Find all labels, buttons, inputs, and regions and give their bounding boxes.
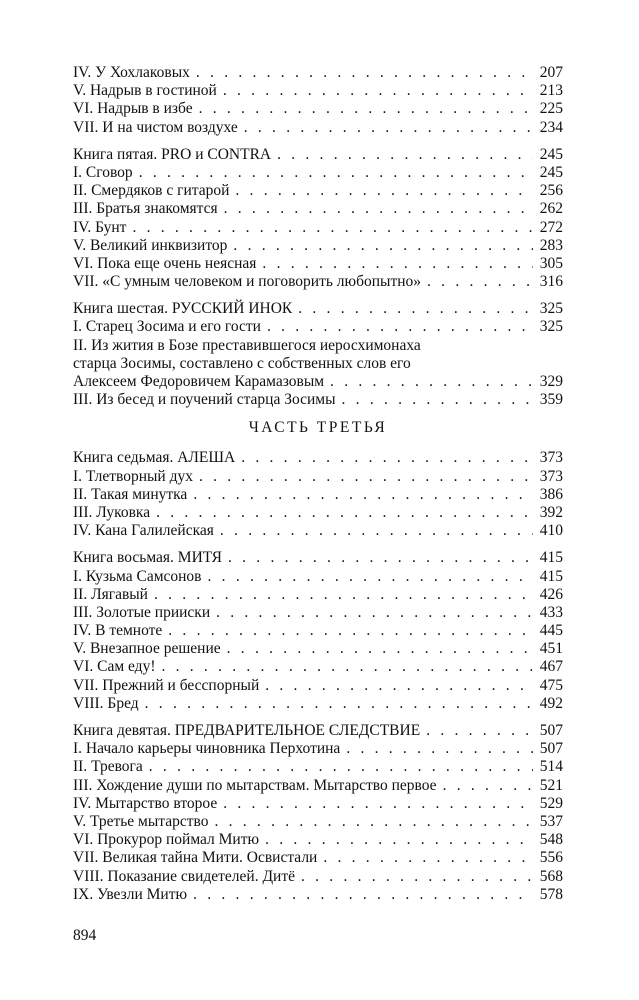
entry-page-number: 272 (539, 218, 563, 236)
entry-title: VII. Великая тайна Мити. Освистали (73, 849, 318, 867)
entry-page-number: 578 (539, 885, 563, 903)
toc-chapter-entry (73, 237, 563, 255)
dot-leader (426, 722, 533, 740)
entry-title: VII. Прежний и бесспорный (73, 676, 260, 694)
entry-page-number: 262 (539, 200, 563, 218)
entry-title: I. Сговор (73, 163, 133, 181)
toc-chapter-entry (73, 82, 563, 100)
dot-leader (208, 568, 533, 586)
toc-chapter-entry (73, 318, 563, 336)
entry-title: V. Внезапное решение (73, 640, 221, 658)
toc-chapter-entry (73, 568, 563, 586)
entry-title: III. Из бесед и поучений старца Зосимы (73, 391, 336, 409)
dot-leader (154, 586, 533, 604)
entry-title: IV. В темноте (73, 622, 163, 640)
entry-title: IV. Кана Галилейская (73, 522, 214, 540)
dot-leader (196, 64, 533, 82)
entry-title: I. Тлетворный дух (73, 467, 193, 485)
toc-chapter-entry (73, 813, 563, 831)
entry-page-number: 507 (539, 740, 563, 758)
dot-leader (267, 318, 533, 336)
dot-leader (323, 849, 533, 867)
toc-chapter-entry (73, 695, 563, 713)
toc-chapter-entry-line: старца Зосимы, составлено с собственных слов его (73, 354, 411, 372)
entry-title: I. Начало карьеры чиновника Перхотина (73, 740, 341, 758)
entry-page-number: 373 (539, 467, 563, 485)
toc-chapter-entry (73, 200, 563, 218)
entry-title: VI. Пока еще очень неясная (73, 254, 257, 272)
entry-page-number: 245 (539, 145, 563, 163)
toc-chapter-entry (73, 504, 563, 522)
entry-title: IV. У Хохлаковых (73, 64, 190, 81)
entry-title: Книга шестая. РУССКИЙ ИНОК (73, 300, 293, 318)
entry-page-number: 392 (539, 503, 563, 521)
dot-leader (220, 522, 533, 540)
entry-page-number: 415 (539, 549, 563, 567)
entry-title: II. Лягавый (73, 585, 148, 603)
entry-title: Книга пятая. PRO и CONTRA (73, 145, 272, 163)
dot-leader (228, 549, 533, 567)
toc-section-part-three (73, 449, 563, 904)
dot-leader (199, 100, 533, 118)
dot-leader (427, 273, 533, 291)
dot-leader (145, 695, 533, 713)
toc-chapter-entry (73, 622, 563, 640)
toc-chapter-entry (73, 164, 563, 182)
entry-title: IX. Увезли Митю (73, 885, 188, 903)
toc-section-part-two (73, 64, 563, 409)
entry-title: Алексеем Федоровичем Карамазовым (73, 373, 325, 391)
group-spacer (73, 713, 563, 722)
entry-page-number: 325 (539, 300, 563, 318)
dot-leader (265, 831, 533, 849)
entry-page-number: 415 (539, 567, 563, 585)
toc-chapter-entry (73, 586, 563, 604)
entry-title: VII. И на чистом воздухе (73, 118, 238, 136)
dot-leader (265, 677, 533, 695)
entry-title: V. Великий инквизитор (73, 236, 228, 254)
dot-leader (132, 219, 533, 237)
entry-title: VI. Сам еду! (73, 658, 156, 676)
entry-title: IV. Мытарство второе (73, 794, 218, 812)
dot-leader (342, 391, 533, 409)
dot-leader (235, 182, 533, 200)
page-number: 894 (73, 927, 97, 944)
toc-chapter-entry (73, 119, 563, 137)
toc-chapter-entry (73, 100, 563, 118)
toc-chapter-entry (73, 468, 563, 486)
entry-title: VII. «С умным человеком и поговорить любопытно» (73, 273, 422, 291)
entry-title: I. Кузьма Самсонов (73, 567, 202, 585)
toc-chapter-entry (73, 604, 563, 622)
dot-leader (227, 640, 533, 658)
entry-title: VI. Надрыв в избе (73, 100, 193, 118)
entry-page-number: 445 (539, 622, 563, 640)
entry-title: V. Третье мытарство (73, 812, 209, 830)
toc-chapter-entry (73, 391, 563, 409)
dot-leader (156, 504, 533, 522)
toc-chapter-entry (73, 758, 563, 776)
entry-page-number: 329 (539, 373, 563, 391)
toc-chapter-entry (73, 886, 563, 904)
dot-leader (443, 777, 533, 795)
entry-title: II. Такая минутка (73, 485, 188, 503)
dot-leader (301, 868, 533, 886)
group-spacer (73, 137, 563, 146)
dot-leader (262, 255, 533, 273)
group-spacer (73, 291, 563, 300)
entry-title: III. Луковка (73, 503, 151, 521)
toc-chapter-entry (73, 373, 563, 391)
entry-page-number: 537 (539, 812, 563, 830)
entry-page-number: 245 (539, 163, 563, 181)
toc-book-entry (73, 722, 563, 740)
entry-page-number: 548 (539, 831, 563, 849)
dot-leader (161, 658, 533, 676)
entry-page-number: 213 (539, 82, 563, 100)
toc-chapter-entry (73, 677, 563, 695)
toc-chapter-entry (73, 64, 563, 82)
entry-title: Книга восьмая. МИТЯ (73, 549, 222, 567)
dot-leader (199, 468, 533, 486)
dot-leader (149, 758, 533, 776)
dot-leader (244, 119, 533, 137)
dot-leader (346, 740, 533, 758)
entry-page-number: 234 (539, 118, 563, 136)
toc-chapter-entry-line: II. Из жития в Бозе преставившегося иеросхимонаха (73, 336, 421, 354)
toc-chapter-entry (73, 658, 563, 676)
toc-book-entry (73, 146, 563, 164)
entry-title: III. Братья знакомятся (73, 200, 218, 218)
toc-chapter-entry (73, 486, 563, 504)
entry-page-number: 225 (539, 100, 563, 118)
entry-title: VI. Прокурор поймал Митю (73, 831, 260, 849)
entry-title: III. Хождение души по мытарствам. Мытарство первое (73, 776, 437, 794)
entry-page-number: 386 (539, 485, 563, 503)
toc-chapter-entry (73, 777, 563, 795)
entry-page-number: 514 (539, 758, 563, 776)
toc-chapter-entry (73, 795, 563, 813)
entry-page-number: 433 (539, 603, 563, 621)
entry-page-number: 492 (539, 694, 563, 712)
toc-chapter-entry (73, 740, 563, 758)
dot-leader (139, 164, 533, 182)
toc-book-entry (73, 300, 563, 318)
entry-page-number: 451 (539, 640, 563, 658)
entry-title: Книга седьмая. АЛЕША (73, 449, 236, 467)
toc-book-entry (73, 449, 563, 467)
dot-leader (241, 449, 533, 467)
dot-leader (214, 813, 533, 831)
dot-leader (223, 82, 533, 100)
entry-title: Книга девятая. ПРЕДВАРИТЕЛЬНОЕ СЛЕДСТВИЕ (73, 722, 421, 740)
dot-leader (298, 300, 533, 318)
toc-chapter-entry (73, 831, 563, 849)
entry-page-number: 283 (539, 236, 563, 254)
table-of-contents (73, 64, 563, 904)
dot-leader (223, 795, 533, 813)
entry-title: VIII. Показание свидетелей. Дитё (73, 867, 295, 885)
entry-page-number: 568 (539, 867, 563, 885)
dot-leader (193, 886, 533, 904)
entry-page-number: 529 (539, 794, 563, 812)
entry-page-number: 410 (539, 522, 563, 540)
group-spacer (73, 540, 563, 549)
dot-leader (224, 200, 533, 218)
entry-title: V. Надрыв в гостиной (73, 82, 217, 100)
entry-page-number: 359 (539, 391, 563, 409)
entry-title: III. Золотые прииски (73, 603, 211, 621)
entry-title: II. Тревога (73, 758, 143, 776)
dot-leader (330, 373, 533, 391)
toc-chapter-entry (73, 868, 563, 886)
entry-title: II. Смердяков с гитарой (73, 182, 230, 200)
entry-page-number: 316 (539, 273, 563, 291)
toc-chapter-entry (73, 219, 563, 237)
entry-page-number: 507 (539, 722, 563, 740)
toc-chapter-entry (73, 849, 563, 867)
dot-leader (168, 622, 533, 640)
toc-chapter-entry (73, 255, 563, 273)
dot-leader (193, 486, 533, 504)
entry-page-number: 373 (539, 449, 563, 467)
entry-page-number: 207 (539, 64, 563, 81)
entry-page-number: 305 (539, 254, 563, 272)
toc-chapter-entry (73, 640, 563, 658)
toc-chapter-entry (73, 182, 563, 200)
entry-title: I. Старец Зосима и его гости (73, 318, 261, 336)
toc-book-entry (73, 549, 563, 567)
entry-page-number: 475 (539, 676, 563, 694)
entry-page-number: 467 (539, 658, 563, 676)
toc-chapter-entry (73, 522, 563, 540)
dot-leader (233, 237, 533, 255)
entry-page-number: 325 (539, 318, 563, 336)
dot-leader (277, 146, 533, 164)
entry-page-number: 256 (539, 182, 563, 200)
entry-page-number: 556 (539, 849, 563, 867)
toc-chapter-entry (73, 273, 563, 291)
entry-title: VIII. Бред (73, 694, 139, 712)
entry-page-number: 521 (539, 776, 563, 794)
entry-title: IV. Бунт (73, 218, 127, 236)
dot-leader (216, 604, 533, 622)
part-heading: ЧАСТЬ ТРЕТЬЯ (248, 419, 388, 437)
entry-page-number: 426 (539, 585, 563, 603)
